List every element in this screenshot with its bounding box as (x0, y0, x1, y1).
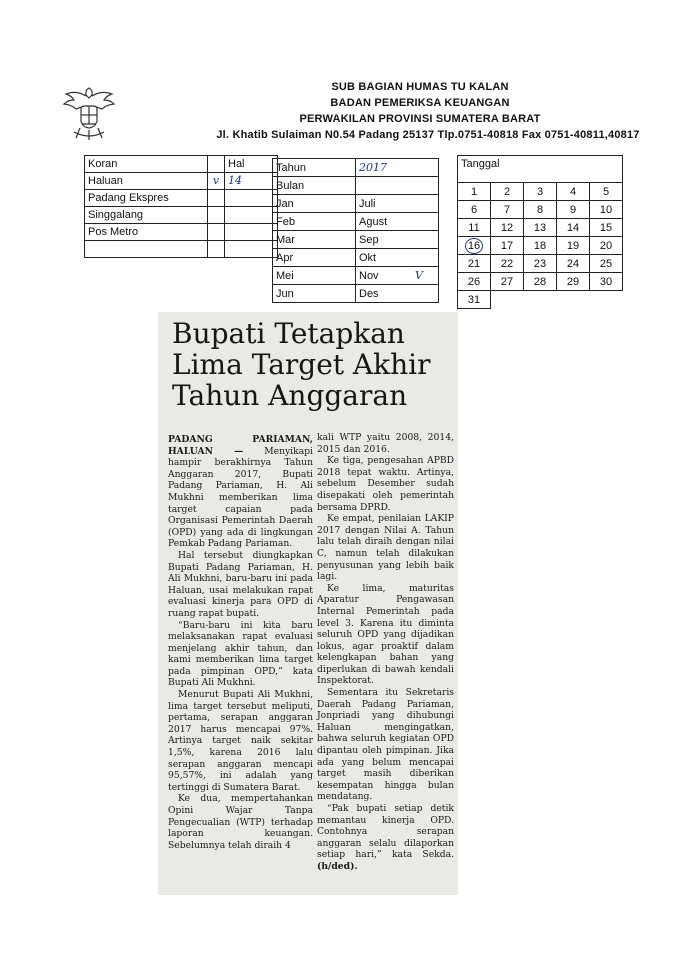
article-paragraph: Ke lima, maturitas Aparatur Pengawasan Internal Pemerintah pada level 3. Karena itu diminta seluruh OPD yang dijadikan lokus, agar proaktif dalam kelengkapan bahan yang diperlukan di bawah kendali Inspektorat. (317, 582, 454, 687)
table-cell (208, 190, 225, 207)
date-cell: 2 (491, 183, 524, 201)
table-cell (225, 241, 278, 258)
paragraph-text: “Pak bupati setiap detik memantau kinerja OPD. Contohnya serapan anggaran selalu dilaporkan setiap hari,” kata Sekda. (317, 803, 454, 861)
article-paragraph: Ke empat, penilaian LAKIP 2017 dengan Nilai A. Tahun lalu telah diraih dengan nilai C, namun telah dilakukan penyusunan yang lebih baik lagi. (317, 513, 454, 583)
headline-line: Lima Target Akhir (172, 348, 431, 381)
garuda-emblem-icon (60, 82, 118, 144)
date-cell: 21 (458, 255, 491, 273)
table-cell (208, 224, 225, 241)
table-cell (225, 190, 278, 207)
date-cell: 18 (524, 237, 557, 255)
article-dateline: PADANG PARIAMAN, HALUAN — (168, 434, 313, 457)
bulan-table (272, 158, 439, 303)
article-paragraph: kali WTP yaitu 2008, 2014, 2015 dan 2016. (317, 432, 454, 455)
date-cell: 20 (590, 237, 623, 255)
table-cell (524, 291, 557, 309)
table-row (458, 291, 623, 309)
date-cell: 22 (491, 255, 524, 273)
table-cell (208, 207, 225, 224)
date-cell: 29 (557, 273, 590, 291)
header-line-1: SUB BAGIAN HUMAS TU KALAN (331, 81, 509, 93)
check-mark: v (208, 173, 225, 190)
date-cell: 25 (590, 255, 623, 273)
month-cell: Agust (356, 213, 439, 231)
koran-table (84, 155, 278, 258)
date-cell: 24 (557, 255, 590, 273)
date-cell: 3 (524, 183, 557, 201)
table-row (458, 156, 623, 183)
koran-header-label: Koran (85, 156, 208, 173)
tahun-value: 2017 (356, 159, 439, 177)
article-paragraph: Sementara itu Sekretaris Daerah Padang Pariaman, Jonpriadi yang dihubungi Haluan mengingatkan, bahwa seluruh kegiatan OPD dipantau oleh pimpinan. Jika ada yang belum mencapai target masih diberikan kesempatan hingga bulan mendatang. (317, 687, 454, 803)
date-cell: 17 (491, 237, 524, 255)
date-cell: 6 (458, 201, 491, 219)
table-row (273, 231, 439, 249)
table-row (458, 183, 623, 201)
table-row (85, 241, 278, 258)
newspaper-name: Singgalang (85, 207, 208, 224)
article-paragraph: Hal tersebut diungkapkan Bupati Padang Pariaman, H. Ali Mukhni, baru-baru ini pada Haluan, usai melakukan rapat evaluasi kinerja para OPD di ruang rapat bupati. (168, 549, 313, 619)
table-row (273, 177, 439, 195)
article-paragraph: Ke tiga, pengesahan APBD 2018 tepat waktu. Artinya, sebelum Desember sudah disepakati oleh pemerintah bersama DPRD. (317, 455, 454, 513)
month-cell: Sep (356, 231, 439, 249)
table-row (273, 213, 439, 231)
table-cell (225, 207, 278, 224)
month-cell: Juli (356, 195, 439, 213)
date-cell: 12 (491, 219, 524, 237)
table-row (273, 195, 439, 213)
paragraph-text: Menyikapi hampir berakhirnya Tahun Anggaran 2017, Bupati Padang Pariaman, H. Ali Mukhni memberikan lima target capaian pada Organisasi Pemerintah Daerah (OPD) yang ada di lingkungan Pemkab Padang Pariaman. (168, 445, 313, 550)
headline-line: Bupati Tetapkan (172, 317, 405, 350)
table-row (85, 207, 278, 224)
table-row (458, 255, 623, 273)
date-cell: 1 (458, 183, 491, 201)
date-cell: 27 (491, 273, 524, 291)
month-cell: Okt (356, 249, 439, 267)
month-cell: Jan (273, 195, 356, 213)
date-cell: 10 (590, 201, 623, 219)
date-cell: 9 (557, 201, 590, 219)
article-column-left (168, 434, 313, 851)
date-cell: 4 (557, 183, 590, 201)
month-cell-checked (356, 267, 439, 285)
table-cell (208, 156, 225, 173)
table-cell (356, 177, 439, 195)
header-line-3: PERWAKILAN PROVINSI SUMATERA BARAT (299, 113, 541, 125)
table-row (85, 190, 278, 207)
tanggal-table (457, 155, 623, 309)
headline-line: Tahun Anggaran (172, 379, 408, 412)
month-cell: Apr (273, 249, 356, 267)
table-row (273, 267, 439, 285)
table-row (458, 237, 623, 255)
date-cell: 8 (524, 201, 557, 219)
date-cell: 5 (590, 183, 623, 201)
date-cell: 30 (590, 273, 623, 291)
tahun-label: Tahun (273, 159, 356, 177)
table-cell (225, 224, 278, 241)
table-cell (85, 241, 208, 258)
date-cell: 7 (491, 201, 524, 219)
table-cell (590, 291, 623, 309)
table-row (458, 273, 623, 291)
table-cell (557, 291, 590, 309)
hal-header-label: Hal (225, 156, 278, 173)
article-paragraph: Ke dua, mempertahankan Opini Wajar Tanpa Pengecualian (WTP) terhadap laporan keuangan. Sebelumnya telah diraih 4 (168, 793, 313, 851)
check-mark: V (415, 268, 423, 282)
date-cell-circled (458, 237, 491, 255)
date-cell: 31 (458, 291, 491, 309)
table-row (273, 249, 439, 267)
date-cell: 11 (458, 219, 491, 237)
date-cell: 13 (524, 219, 557, 237)
date-cell: 14 (557, 219, 590, 237)
article-paragraph (168, 434, 313, 550)
newspaper-name: Padang Ekspres (85, 190, 208, 207)
table-row (85, 173, 278, 190)
article-signature: (h/ded). (317, 860, 358, 872)
header-address: Jl. Khatib Sulaiman N0.54 Padang 25137 Tlp.0751-40818 Fax 0751-40811,40817 (216, 129, 640, 141)
circled-date: 16 (465, 238, 483, 254)
tanggal-label: Tanggal (458, 156, 623, 183)
month-cell: Des (356, 285, 439, 303)
table-row (273, 159, 439, 177)
date-cell: 23 (524, 255, 557, 273)
date-cell: 26 (458, 273, 491, 291)
month-cell: Mei (273, 267, 356, 285)
month-cell: Jun (273, 285, 356, 303)
table-cell (208, 241, 225, 258)
table-row (458, 219, 623, 237)
article-paragraph (317, 803, 454, 873)
newspaper-name: Haluan (85, 173, 208, 190)
article-column-right (317, 432, 454, 873)
header-line-2: BADAN PEMERIKSA KEUANGAN (330, 97, 510, 109)
page-number: 14 (225, 173, 278, 190)
table-row (85, 224, 278, 241)
table-row (273, 285, 439, 303)
date-cell: 28 (524, 273, 557, 291)
table-row (85, 156, 278, 173)
table-cell (491, 291, 524, 309)
month-label: Nov (359, 269, 379, 282)
article-paragraph: “Baru-baru ini kita baru melaksanakan rapat evaluasi menjelang akhir tahun, dan kami memberikan lima target pada pimpinan OPD,” kata Bupati Ali Mukhni. (168, 619, 313, 689)
article-headline (172, 318, 452, 411)
bulan-label: Bulan (273, 177, 356, 195)
article-paragraph: Menurut Bupati Ali Mukhni, lima target tersebut meliputi, pertama, serapan anggaran 2017 harus mencapai 97%. Artinya target naik sekitar 1,5%, karena 2016 lalu serapan anggaran mencapi 95,57%, ini adalah yang tertinggi di Sumatera Barat. (168, 689, 313, 793)
date-cell: 19 (557, 237, 590, 255)
month-cell: Mar (273, 231, 356, 249)
month-cell: Feb (273, 213, 356, 231)
date-cell: 15 (590, 219, 623, 237)
table-row (458, 201, 623, 219)
newspaper-name: Pos Metro (85, 224, 208, 241)
